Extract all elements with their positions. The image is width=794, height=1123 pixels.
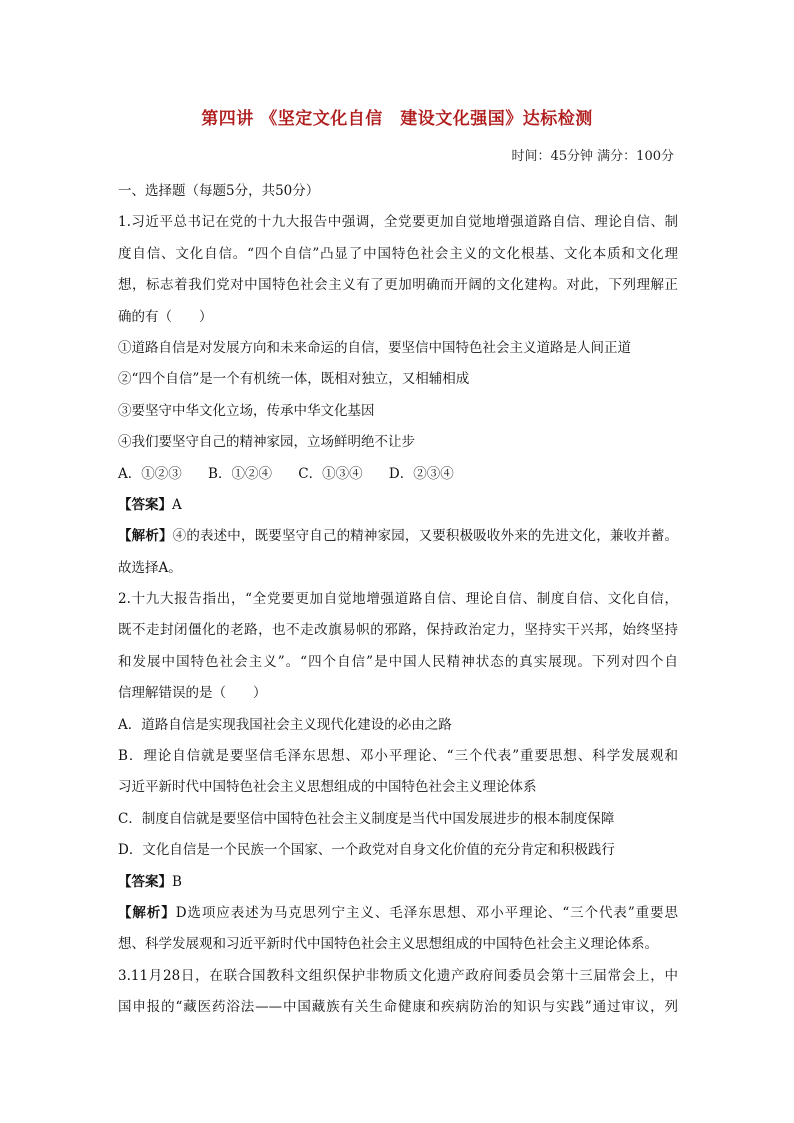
exam-meta: 时间：45分钟 满分：100分 [511, 149, 674, 164]
q1-option-c: C．①③④ [298, 465, 363, 482]
q1-answer [118, 490, 678, 521]
q1-stem-line: 想，标志着我们党对中国特色社会主义有了更加明确而开阔的文化建构。对此，下列理解正 [118, 277, 678, 294]
q1-stem-line: 度自信、文化自信。“四个自信”凸显了中国特色社会主义的文化根基、文化本质和文化理 [118, 245, 678, 262]
q1-item: ④我们要坚守自己的精神家园，立场鲜明绝不让步 [118, 434, 415, 451]
q2-answer [118, 867, 678, 898]
q1-option-b: B．①②④ [208, 465, 272, 482]
section-heading: 一、选择题（每题5分，共50分） [118, 183, 320, 199]
analysis-text: D选项应表述为马克思列宁主义、毛泽东思想、邓小平理论、“三个代表”重要思 [175, 904, 678, 921]
analysis-label: 【解析】 [118, 528, 173, 545]
q2-analysis-line: 想、科学发展观和习近平新时代中国特色社会主义思想组成的中国特色社会主义理论体系。 [118, 936, 658, 953]
q1-item: ③要坚守中华文化立场，传承中华文化基因 [118, 402, 375, 419]
answer-value: A [172, 496, 182, 513]
q1-option-a: A．①②③ [118, 465, 182, 482]
q2-stem-line: 既不走封闭僵化的老路，也不走改旗易帜的邪路，保持政治定力，坚持实干兴邦，始终坚持 [118, 622, 678, 639]
q1-analysis-line: 故选择A。 [118, 559, 182, 576]
analysis-text: ④的表述中，既要坚守自己的精神家园，又要积极吸收外来的先进文化，兼收并蓄。 [172, 528, 679, 545]
q2-option-d: D．文化自信是一个民族一个国家、一个政党对自身文化价值的充分肯定和积极践行 [118, 842, 615, 859]
q1-options [118, 459, 678, 490]
q2-option-b: B．理论自信就是要坚信毛泽东思想、邓小平理论、“三个代表”重要思想、科学发展观和 [118, 748, 678, 765]
q1-analysis [118, 521, 678, 552]
answer-label: 【答案】 [118, 496, 172, 513]
q2-analysis [118, 898, 678, 929]
q1-stem-line: 1.习近平总书记在党的十九大报告中强调，全党要更加自觉地增强道路自信、理论自信、制 [118, 214, 678, 231]
answer-value: B [172, 873, 182, 890]
q2-option-c: C．制度自信就是要坚信中国特色社会主义制度是当代中国发展进步的根本制度保障 [118, 810, 615, 827]
q1-option-d: D．②③④ [388, 465, 454, 482]
q1-item: ①道路自信是对发展方向和未来命运的自信，要坚信中国特色社会主义道路是人间正道 [118, 339, 631, 356]
q2-stem-line: 2.十九大报告指出，“全党要更加自觉地增强道路自信、理论自信、制度自信、文化自信， [118, 591, 678, 608]
answer-label: 【答案】 [118, 873, 172, 890]
q2-stem-line: 信理解错误的是（ ） [118, 685, 267, 702]
analysis-label: 【解析】 [118, 904, 176, 921]
document-title: 第四讲 《坚定文化自信 建设文化强国》达标检测 [201, 109, 593, 129]
q2-stem-line: 和发展中国特色社会主义”。“四个自信”是中国人民精神状态的真实展现。下列对四个自 [118, 653, 678, 670]
q3-stem-line: 国申报的“藏医药浴法——中国藏族有关生命健康和疾病防治的知识与实践”通过审议，列 [118, 999, 678, 1016]
q2-option-b-cont: 习近平新时代中国特色社会主义思想组成的中国特色社会主义理论体系 [118, 779, 537, 796]
q2-option-a: A．道路自信是实现我国社会主义现代化建设的必由之路 [118, 716, 452, 733]
q3-stem-line: 3.11月28日，在联合国教科文组织保护非物质文化遗产政府间委员会第十三届常会上，中 [118, 967, 678, 984]
document-body [118, 176, 678, 1024]
q1-item: ②“四个自信”是一个有机统一体，既相对独立，又相辅相成 [118, 371, 470, 388]
q1-stem-line: 确的有（ ） [118, 308, 213, 325]
